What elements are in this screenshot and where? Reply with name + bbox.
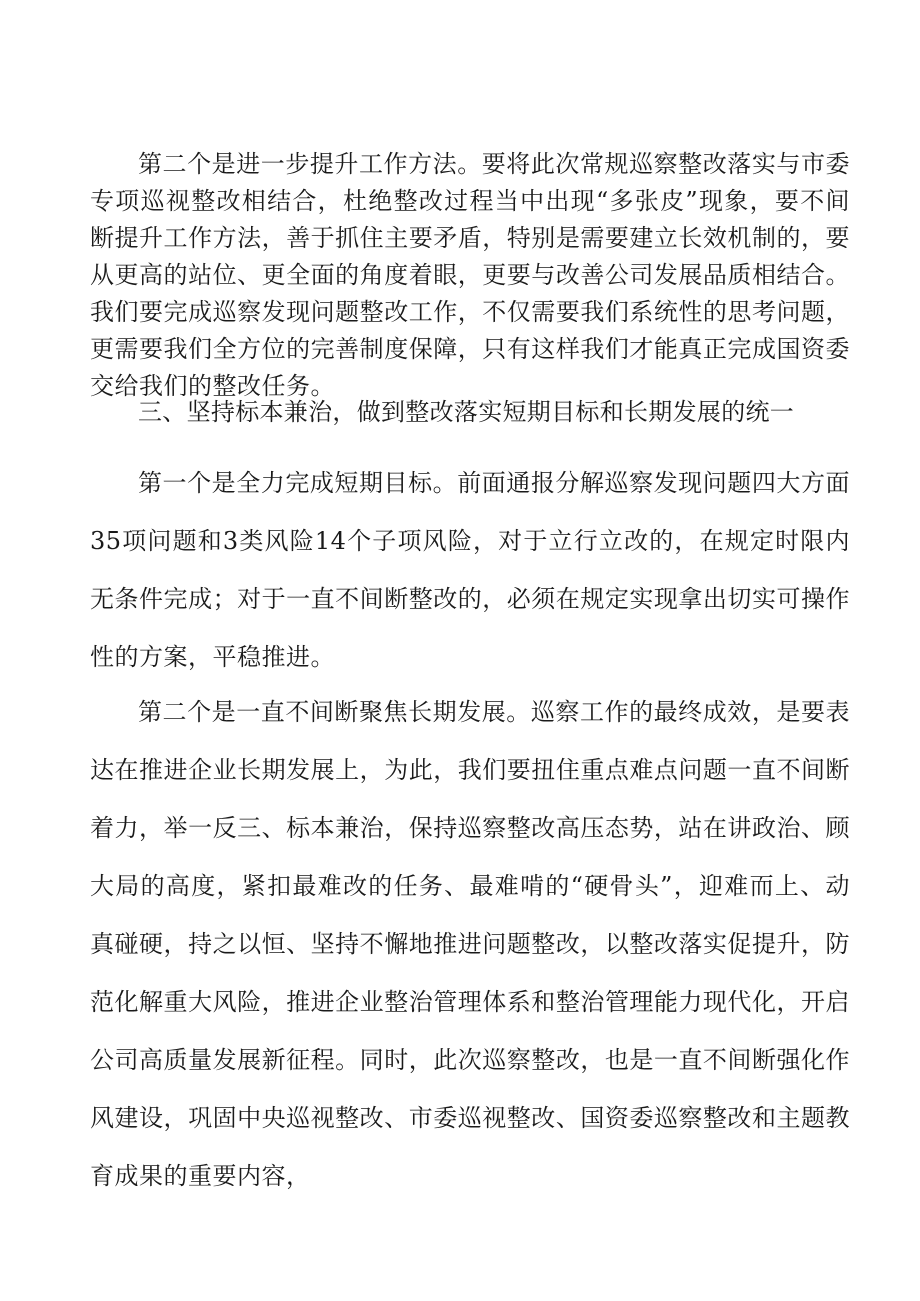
paragraph-improve-work-methods: 第二个是进一步提升工作方法。要将此次常规巡察整改落实与市委专项巡视整改相结合，杜绝整改过程当中出现“多张皮”现象，要不间断提升工作方法，善于抓住主要矛盾，特别是需要建立长效机制的，要从更高的站位、更全面的角度着眼，更要与改善公司发展品质相结合。我们要完成巡察发现问题整改工作，不仅需要我们系统性的思考问题，更需要我们全方位的完善制度保障，只有这样我们才能真正完成国资委交给我们的整改任务。: [90, 150, 850, 400]
paragraph-long-term-development: 第二个是一直不间断聚焦长期发展。巡察工作的最终成效，是要表达在推进企业长期发展上，为此，我们要扭住重点难点问题一直不间断着力，举一反三、标本兼治，保持巡察整改高压态势，站在讲政治、顾大局的高度，紧扣最难改的任务、最难啃的“硬骨头”，迎难而上、动真碰硬，持之以恒、坚持不懈地推进问题整改，以整改落实促提升，防范化解重大风险，推进企业整治管理体系和整治管理能力现代化，开启公司高质量发展新征程。同时，此次巡察整改，也是一直不间断强化作风建设，巩固中央巡视整改、市委巡视整改、国资委巡察整改和主题教育成果的重要内容，: [90, 698, 850, 1190]
paragraph-short-term-goals: 第一个是全力完成短期目标。前面通报分解巡察发现问题四大方面35项问题和3类风险14个子项风险，对于立行立改的，在规定时限内无条件完成；对于一直不间断整改的，必须在规定实现拿出切实可操作性的方案，平稳推进。: [90, 469, 850, 671]
section-heading-three: 三、坚持标本兼治，做到整改落实短期目标和长期发展的统一: [138, 398, 795, 426]
